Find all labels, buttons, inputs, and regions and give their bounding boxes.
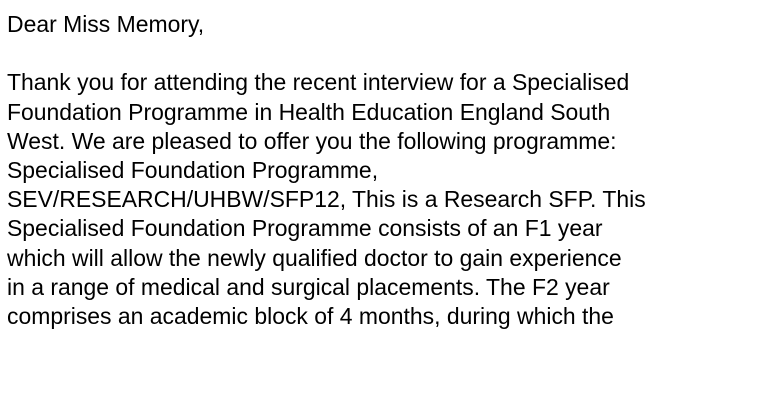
body-line: comprises an academic block of 4 months, during which the [7,302,614,329]
body-line: which will allow the newly qualified doctor to gain experience [7,244,622,271]
paragraph-spacer [7,39,764,68]
salutation: Dear Miss Memory, [7,11,205,37]
letter-body-paragraph [7,68,766,331]
body-line: SEV/RESEARCH/UHBW/SFP12, This is a Research SFP. This [7,186,646,213]
body-line: Specialised Foundation Programme consists of an F1 year [7,215,603,242]
body-line: in a range of medical and surgical placements. The F2 year [7,273,610,300]
body-line: Thank you for attending the recent interview for a Specialised [7,69,630,96]
body-line: Foundation Programme in Health Education England South [7,98,611,125]
body-line: Specialised Foundation Programme, [7,156,379,183]
body-line: West. We are pleased to offer you the following programme: [7,127,617,154]
